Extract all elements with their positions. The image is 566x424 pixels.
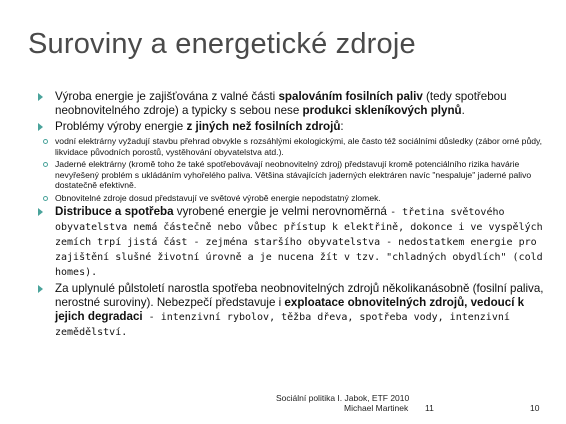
bullet-text: : [340,120,344,133]
slide-title: Suroviny a energetické zdroje [28,28,416,60]
bullet-text: Jaderné elektrárny (kromě toho že také spotřebovávají neobnovitelný zdroj) představují kromě potenciálního rizika havárie nevyřešený problém s ukládáním vyhořelého paliva. Většina stávajících jaderných elektráren navíc "nespaluje" jaderné palivo dostatečně efektivně. [55,159,532,190]
circle-bullet-icon [43,162,48,167]
bullet-text: - třetina světového obyvatelstva nemá částečně nebo vůbec přístup k elektřině, dokonce i ve vyspělých zemích trpí jistá část - zejména staršího obyvatelstva - nedostatkem energie pro zajištění slušné životní úrovně a je nucena žít v tzv. "chladných obydlích" (cold homes). [55,207,543,278]
footer-credit [276,393,409,413]
bullet-text: exploatace obnovitelných zdrojů, vedoucí k jejich degradaci [55,296,525,323]
bullet-item [36,120,546,134]
circle-bullet-icon [43,196,48,201]
sub-bullet-item [36,136,546,157]
sub-bullet-item [36,193,546,204]
bullet-text: Distribuce a spotřeba [55,205,174,218]
footer-page-number-b: 10 [530,403,540,413]
bullet-text: - intenzivní rybolov, těžba dřeva, spotřeba vody, intenzivní zemědělství. [55,312,510,338]
bullet-item [36,205,546,280]
bullet-text: produkci skleníkových plynů [302,104,462,117]
triangle-bullet-icon [38,208,43,216]
bullet-text: Výroba energie je zajišťována z valné části [55,90,279,103]
bullet-text: z jiných než fosilních zdrojů [186,120,341,133]
bullet-text: . [461,104,465,117]
footer-page-number-a: 11 [425,403,434,413]
circle-bullet-icon [43,139,48,144]
triangle-bullet-icon [38,93,43,101]
bullet-text: Za uplynulé půlstoletí narostla spotřeba neobnovitelných zdrojů několikanásobně (fosilní paliva, nerostné suroviny). Nebezpečí představuje i [55,282,544,309]
triangle-bullet-icon [38,285,43,293]
bullet-text: Problémy výroby energie [55,120,187,133]
bullet-text: Obnovitelné zdroje dosud představují ve světové výrobě energie nepodstatný zlomek. [55,192,381,203]
bullet-text: vyrobené energie je velmi nerovnoměrná [173,205,391,218]
bullet-item [36,90,546,118]
sub-bullet-item [36,159,546,191]
bullet-text: spalováním fosilních paliv [278,90,423,103]
footer-course: Sociální politika I. Jabok, ETF 2010 [276,393,410,403]
triangle-bullet-icon [38,123,43,131]
bullet-text: vodní elektrárny vyžadují stavbu přehrad obvykle s rozsáhlými ekologickými, ale často též sociálními důsledky (zábor orné půdy, likvidace původních porostů, vystěhování obyvatelstva atd.). [55,136,543,157]
footer-author: Michael Martinek [344,403,409,413]
bullet-item [36,282,546,340]
bullet-text: (tedy spotřebou neobnovitelného zdroje) a typicky s sebou nese [55,90,507,117]
slide-content [36,90,546,342]
